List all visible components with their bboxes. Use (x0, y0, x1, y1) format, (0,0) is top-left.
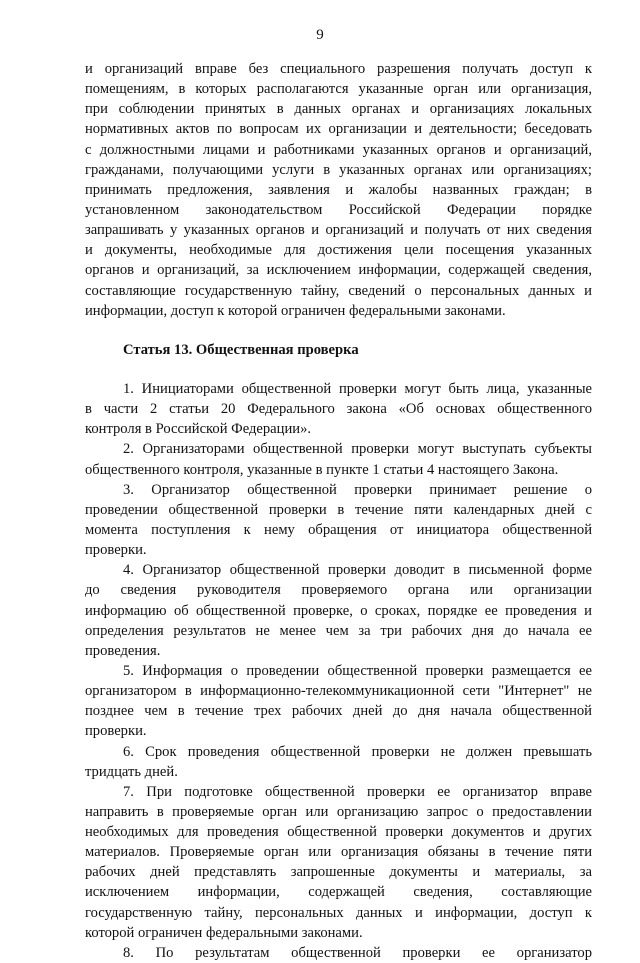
document-body (85, 59, 592, 963)
text-line: которой ограничен федеральными законами. (85, 924, 363, 941)
text-line: и документы, необходимые для достижения цели посещения указанных (85, 242, 592, 259)
text-line: определения результатов не менее чем за три рабочих дня до начала ее (85, 622, 592, 639)
text-line: проведения. (85, 642, 161, 659)
text-line: проверки. (85, 542, 147, 559)
text-line: общественного контроля, указанные в пункте 1 статьи 4 настоящего Закона. (85, 461, 559, 478)
text-line: организатором в информационно-телекоммуникационной сети "Интернет" не (85, 683, 592, 700)
text-line: направить в проверяемые орган или организацию запрос о предоставлении (85, 803, 592, 820)
text-line: в части 2 статьи 20 Федерального закона «Об основах общественного (85, 401, 592, 418)
text-line: 7. При подготовке общественной проверки ее организатор вправе (123, 783, 592, 800)
text-line: помещениям, в которых располагаются указанные орган или организация, (85, 81, 592, 98)
text-line: 1. Инициаторами общественной проверки могут быть лица, указанные (123, 380, 592, 397)
text-line: позднее чем в течение трех рабочих дней до дня начала общественной (85, 703, 592, 720)
text-line: 3. Организатор общественной проверки принимает решение о (123, 481, 592, 498)
text-line: органов и организаций, за исключением информации, содержащей сведения, (85, 262, 592, 279)
paragraph-item (85, 661, 592, 742)
text-line: проверки. (85, 723, 147, 740)
text-line: момента поступления к нему обращения от инициатора общественной (85, 521, 592, 538)
text-line: необходимых для проведения общественной проверки документов и других (85, 824, 592, 841)
text-line: принимать предложения, заявления и жалобы названных граждан; в (85, 181, 592, 198)
text-line: гражданами, получающими услуги в указанных органах или организациях; (85, 161, 592, 178)
paragraph-item (85, 560, 592, 661)
text-line: запрашивать у указанных органов и организаций и получать от них сведения (85, 222, 592, 239)
text-line: составляющие государственную тайну, сведений о персональных данных и (85, 282, 592, 299)
text-line: при соблюдении принятых в данных органах и организациях локальных (85, 101, 592, 118)
article-heading: Статья 13. Общественная проверка (123, 341, 359, 358)
paragraph-item (85, 782, 592, 943)
text-line: проведении общественной проверки в течение пяти календарных дней с (85, 501, 592, 518)
text-line: до сведения руководителя проверяемого органа или организации (85, 582, 592, 599)
text-line: информацию об общественной проверке, о сроках, порядке ее проведения и (85, 602, 592, 619)
text-line: государственную тайну, персональных данных и информации, доступ к (85, 904, 592, 921)
paragraph-item (85, 943, 592, 963)
text-line: информации, доступ к которой ограничен федеральными законами. (85, 302, 506, 319)
text-line: 2. Организаторами общественной проверки могут выступать субъекты (123, 441, 592, 458)
text-line: рабочих дней представлять запрошенные документы и материалы, за (85, 864, 592, 881)
paragraph-item (85, 480, 592, 561)
text-line: 8. По результатам общественной проверки ее организатор (123, 944, 592, 961)
text-line: 5. Информация о проведении общественной проверки размещается ее (123, 662, 592, 679)
paragraph-item (85, 742, 592, 782)
text-line: установленном законодательством Российской Федерации порядке (85, 201, 592, 218)
text-line: исключением информации, содержащей сведения, составляющие (85, 884, 592, 901)
intro-paragraph (85, 59, 592, 321)
page-number: 9 (316, 27, 324, 43)
article-paragraphs (85, 379, 592, 963)
paragraph-item (85, 379, 592, 439)
text-line: 4. Организатор общественной проверки доводит в письменной форме (123, 562, 592, 579)
text-line: нормативных актов по вопросам их организации и деятельности; беседовать (85, 121, 592, 138)
text-line: материалов. Проверяемые орган или организация обязаны в течение пяти (85, 844, 592, 861)
text-line: и организаций вправе без специального разрешения получать доступ к (85, 61, 592, 77)
text-line: 6. Срок проведения общественной проверки не должен превышать (123, 743, 592, 760)
paragraph-item (85, 439, 592, 479)
text-line: тридцать дней. (85, 763, 178, 780)
text-line: контроля в Российской Федерации». (85, 421, 312, 438)
text-line: с должностными лицами и работниками указанных органов и организаций, (85, 141, 592, 158)
